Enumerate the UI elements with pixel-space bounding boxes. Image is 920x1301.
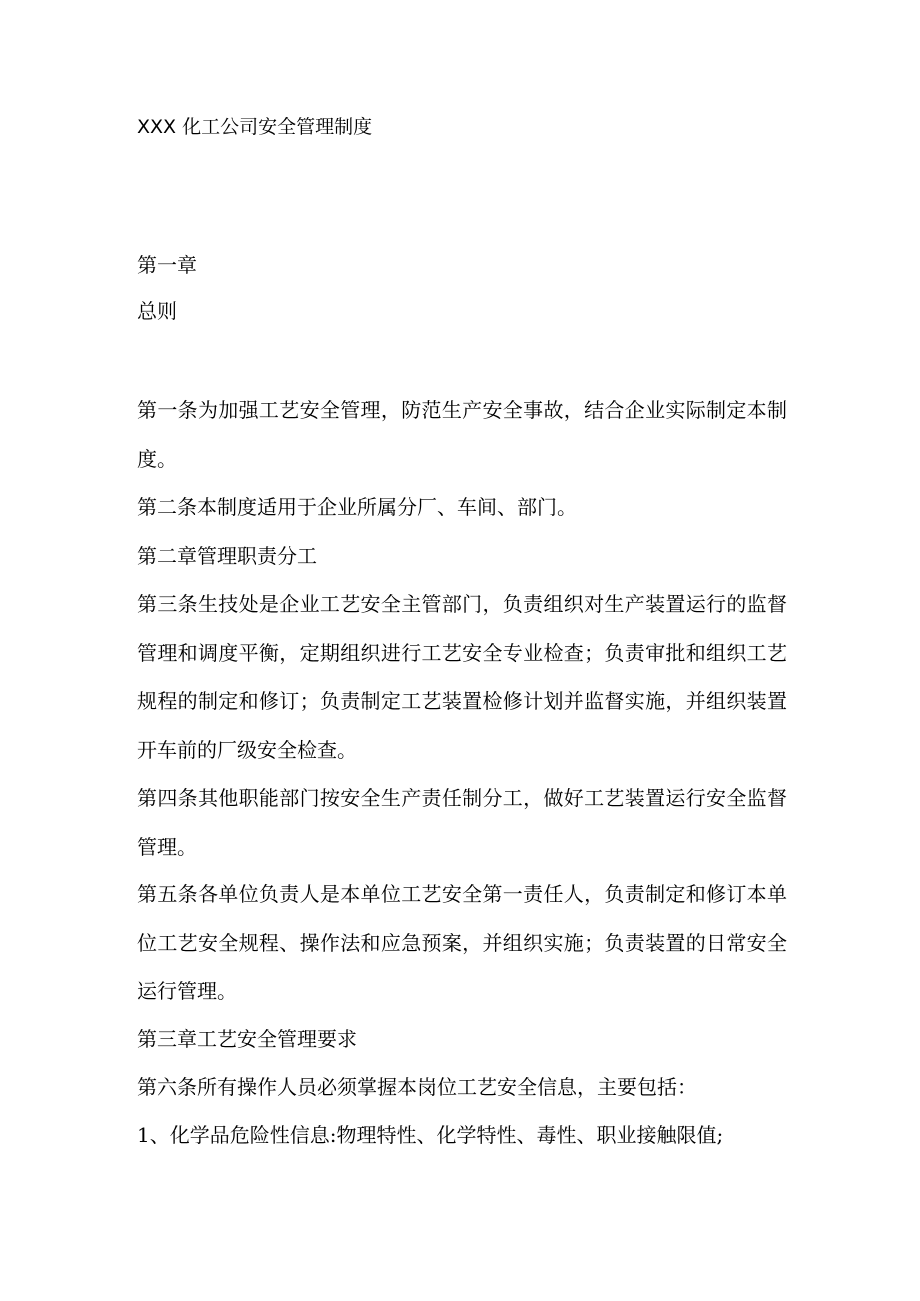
article-4: 第四条其他职能部门按安全生产责任制分工，做好工艺装置运行安全监督管理。 — [137, 786, 787, 859]
document-title: XXX 化工公司安全管理制度 — [137, 116, 373, 138]
chapter-3-heading: 第三章工艺安全管理要求 — [137, 1027, 357, 1051]
article-3: 第三条生技处是企业工艺安全主管部门，负责组织对生产装置运行的监督管理和调度平衡，定期组织进行工艺安全专业检查；负责审批和组织工艺规程的制定和修订；负责制定工艺装置检修计划并监督实施，并组织装置开车前的厂级安全检查。 — [137, 592, 787, 762]
article-6: 第六条所有操作人员必须掌握本岗位工艺安全信息，主要包括： — [137, 1075, 697, 1099]
list-item-1: 1、化学品危险性信息:物理特性、化学特性、毒性、职业接触限值; — [137, 1123, 724, 1147]
chapter-2-heading: 第二章管理职责分工 — [137, 544, 317, 568]
chapter-name: 总则 — [137, 299, 177, 323]
article-1: 第一条为加强工艺安全管理，防范生产安全事故，结合企业实际制定本制度。 — [137, 398, 787, 471]
article-2: 第二条本制度适用于企业所属分厂、车间、部门。 — [137, 495, 577, 519]
chapter-number: 第一章 — [137, 253, 197, 277]
article-5: 第五条各单位负责人是本单位工艺安全第一责任人，负责制定和修订本单位工艺安全规程、操作法和应急预案，并组织实施；负责装置的日常安全运行管理。 — [137, 882, 787, 1003]
